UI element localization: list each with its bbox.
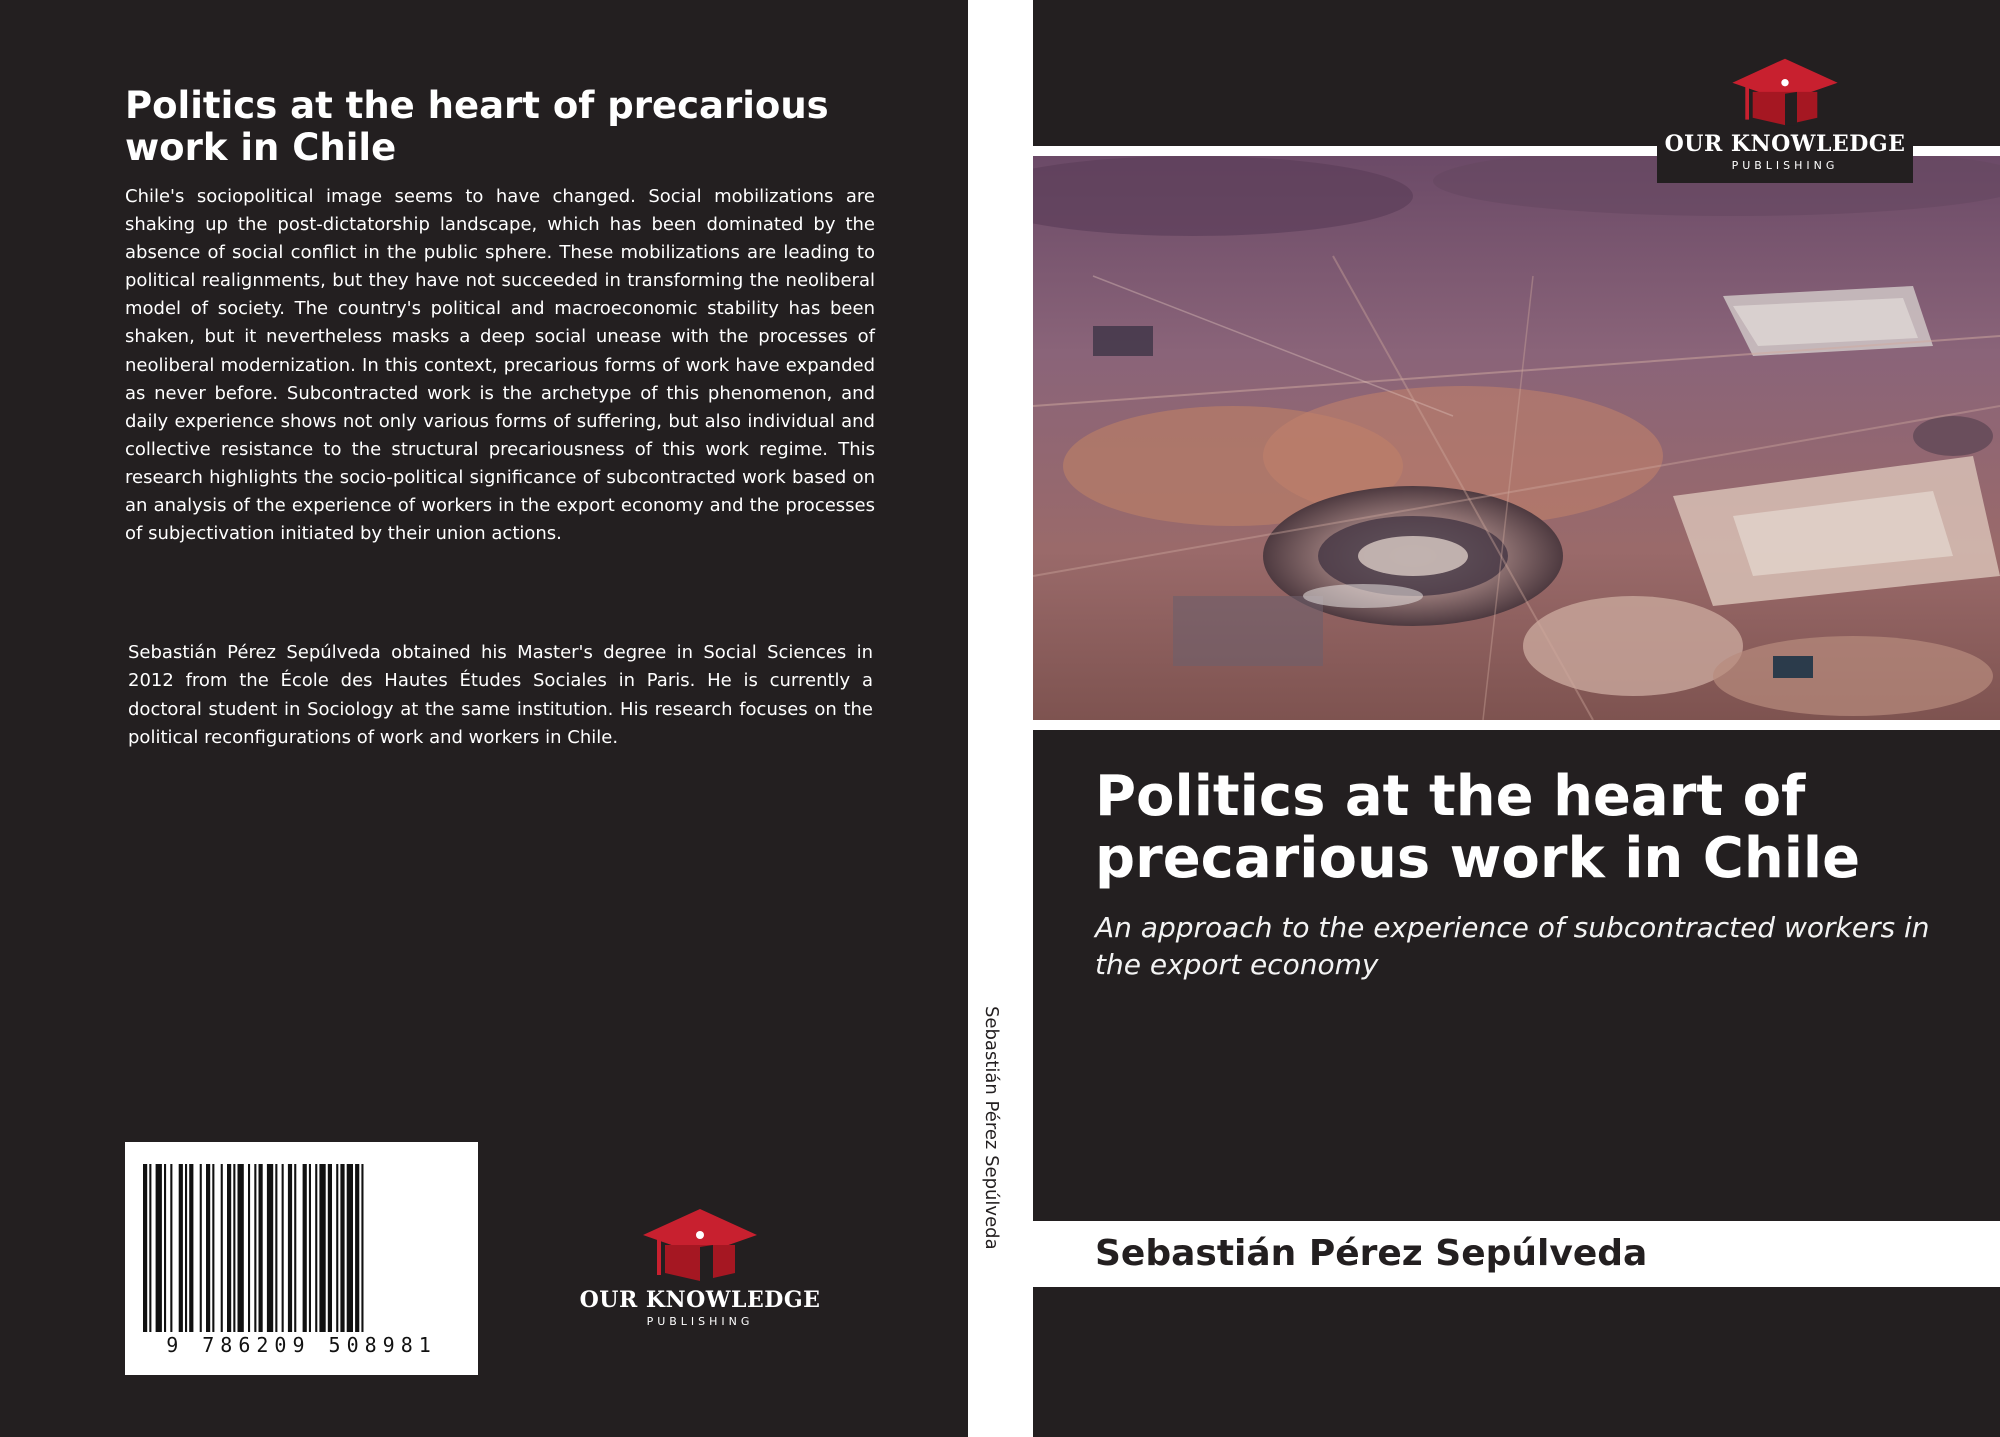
cover-photo-illustration: [1033, 156, 2000, 720]
publisher-name: OUR KNOWLEDGE: [579, 1287, 821, 1313]
front-cover-title: Politics at the heart of precarious work in Chile: [1095, 764, 1861, 891]
isbn-barcode: [125, 1142, 478, 1375]
graduation-cap-icon: [635, 1205, 765, 1283]
back-cover-blurb: Chile's sociopolitical image seems to have changed. Social mobilizations are shaking up the post-dictatorship landscape, which has been dominated by the absence of social conflict in the public sphere. These mobilizations are leading to political realignments, but they have not succeeded in transforming the neoliberal model of society. The country's political and macroeconomic stability has been shaken, but it nevertheless masks a deep social unease with the processes of neoliberal modernization. In this context, precarious forms of work have expanded as never before. Subcontracted work is the archetype of this phenomenon, and daily experience shows not only various forms of suffering, but also individual and collective resistance to the structural precariousness of this work regime. This research highlights the socio-political significance of subcontracted work based on an analysis of the experience of workers in the export economy and the processes of subjectivation initiated by their union actions.: [125, 186, 875, 545]
publisher-subname: PUBLISHING: [1731, 159, 1839, 172]
isbn-number: 9 786209 508981: [166, 1333, 437, 1357]
author-band: [1033, 1221, 2000, 1287]
front-cover-author: Sebastián Pérez Sepúlveda: [1095, 1233, 1648, 1274]
back-cover-title: Politics at the heart of precarious work in Chile: [125, 84, 829, 169]
publisher-subname: PUBLISHING: [646, 1315, 754, 1328]
aerial-mine-photo: [1033, 156, 2000, 720]
spine-author: Sebastián Pérez Sepúlveda: [981, 1006, 1002, 1250]
graduation-cap-icon: [1725, 55, 1845, 127]
publisher-name: OUR KNOWLEDGE: [1664, 131, 1906, 157]
publisher-logo-back: [570, 1205, 830, 1328]
publisher-logo-front: [1657, 55, 1913, 183]
divider-line: [1033, 720, 2000, 730]
author-bio: Sebastián Pérez Sepúlveda obtained his Master's degree in Social Sciences in 2012 from the École des Hautes Études Sociales in Paris. He is currently a doctoral student in Sociology at the same institution. His research focuses on the political reconfigurations of work and workers in Chile.: [128, 642, 873, 748]
front-cover-subtitle: An approach to the experience of subcontracted workers in the export economy: [1095, 911, 1930, 981]
